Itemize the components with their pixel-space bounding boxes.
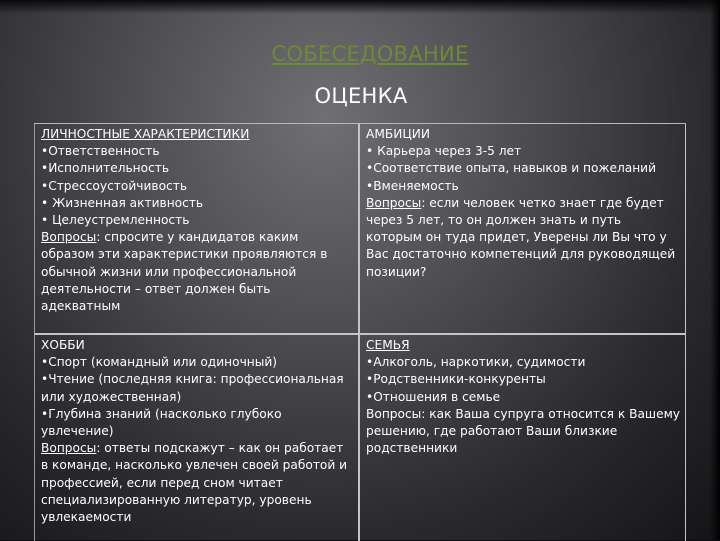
cell-ambitions [360,124,686,335]
list-item: •Исполнительность [41,161,170,176]
list-item: •Алкоголь, наркотики, судимости [366,355,586,370]
cell-heading: ХОББИ [41,338,85,352]
questions-block: Вопросы: как Ваша супруга относится к Вашему решению, где работают Ваши близкие родственники [366,406,680,456]
slide-top-shade [0,0,720,14]
list-item: •Глубина знаний (насколько глубоко увлечение) [41,406,282,439]
questions-text: : спросите у кандидатов каким образом эти характеристики проявляются в обычной жизни или профессиональной деятельности – ответ должен быть адекватным [41,230,328,314]
list-item: •Спорт (командный или одиночный) [41,355,278,370]
assessment-table [34,123,686,541]
questions-block [41,229,353,315]
cell-heading: АМБИЦИИ [366,127,431,141]
list-item: •Стрессоустойчивость [41,178,188,193]
questions-block [366,195,680,281]
questions-label: Вопросы [41,230,97,245]
questions-text: : ответы подскажут – как он работает в команде, насколько увлечен своей работой и профессией, если перед сном читает специализированную литератур, уровень увлекаемости [41,441,348,525]
list-item: •Ответственность [41,144,160,159]
questions-text: : если человек четко знает где будет через 5 лет, то он должен знать и путь которым он туда придет, Уверены ли Вы что у Вас достаточно компетенций для руководящей позиции? [366,195,676,279]
list-item: •Отношения в семье [366,389,501,404]
slide-right-shade [710,0,720,540]
questions-block [41,440,353,526]
cell-personal-traits [34,124,360,335]
list-item: • Карьера через 3-5 лет [366,144,522,159]
slide-title: СОБЕСЕДОВАНИЕ [271,42,469,66]
cell-heading: ЛИЧНОСТНЫЕ ХАРАКТЕРИСТИКИ [41,127,250,141]
list-item: •Чтение (последняя книга: профессиональная или художественная) [41,372,344,404]
list-item: •Соответствие опыта, навыков и пожеланий [366,161,657,176]
questions-label: Вопросы [366,195,422,210]
cell-family [360,335,686,541]
list-item: •Родственники-конкуренты [366,372,546,387]
cell-hobbies [34,335,360,541]
questions-label: Вопросы [41,441,97,456]
list-item: • Жизненная активность [41,195,204,210]
list-item: • Целеустремленность [41,213,190,228]
cell-heading: СЕМЬЯ [366,338,410,352]
slide-subtitle: ОЦЕНКА [314,84,408,108]
list-item: •Вменяемость [366,178,459,193]
